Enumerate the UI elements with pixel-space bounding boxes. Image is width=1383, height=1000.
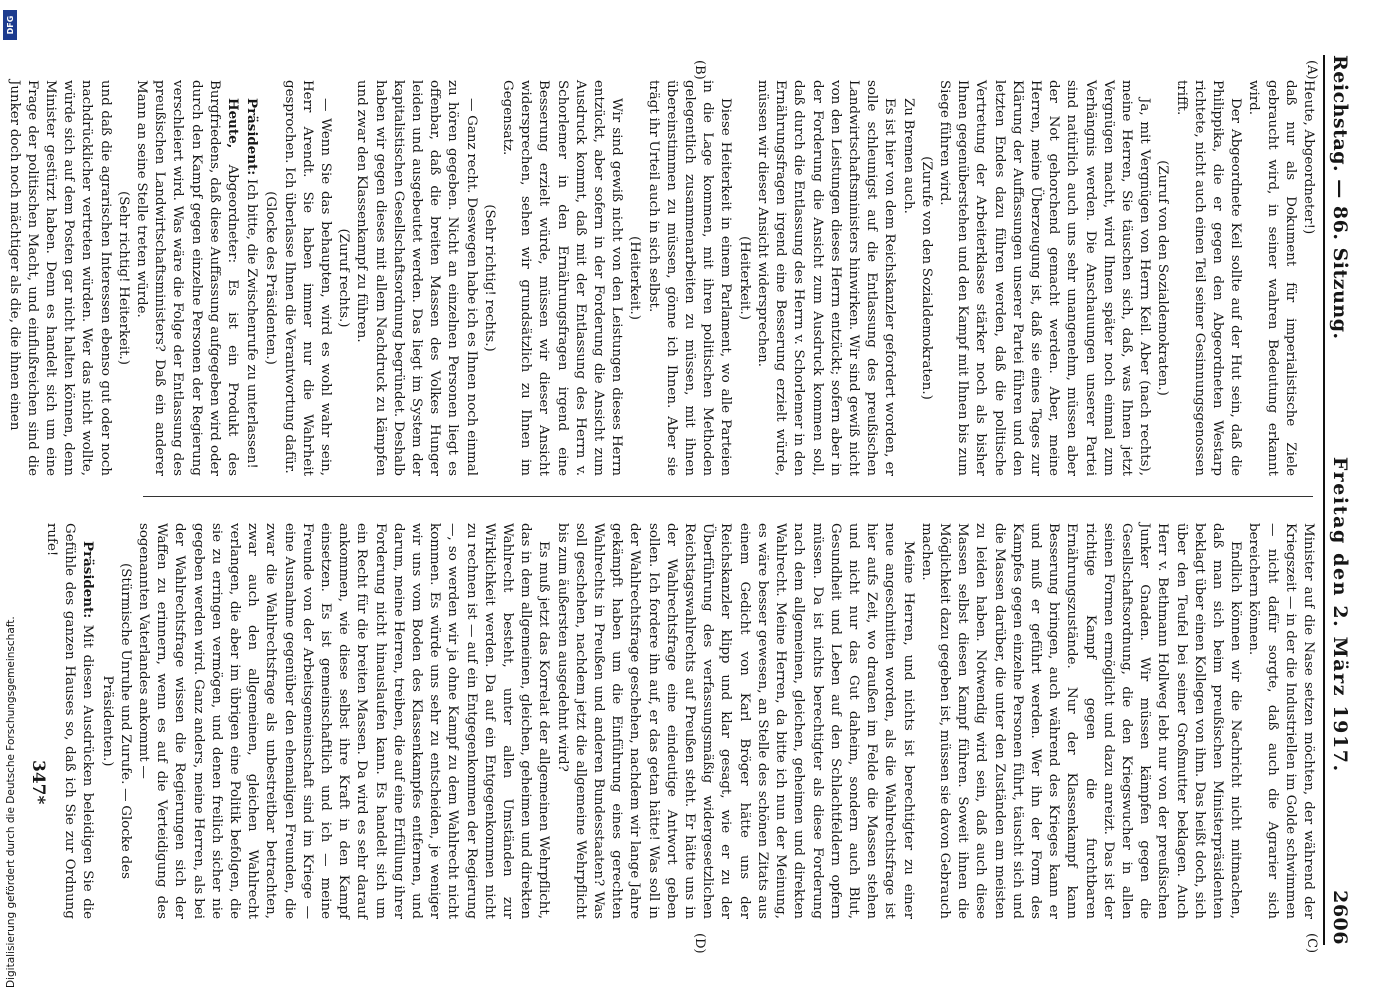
speaker-name: Heute, [225, 98, 242, 149]
page-number: 2606 [1329, 890, 1351, 945]
left-column [4, 80, 1317, 476]
speaker-text: Ich bitte, die Zwischenrufe zu unterlassen! [244, 178, 260, 469]
paragraph: Diese Heiterkeit in einem Parlament, wo alle Parteien in die Lage kommen, mit ihren politischen Methoden gelegentlich zusammenarbeiten zu müssen, mit ihnen übereinstimmen zu müssen, gönne ich Ihnen. Aber sie trägt ihr Urteil auch in sich selbst. [645, 80, 734, 476]
speaker-name: Präsident: [244, 98, 261, 176]
paragraph-continued: und daß die agrarischen Interessen ebenso gut oder noch nachdrücklicher vertreten würden. Wer das nicht wollte, würde sich auf dem Posten gar nicht halten können, denn Minister gestürzt haben. Denn es handelt sich um eine Frage der politischen Macht, und einflußreichen sind die Junker doch noch mächtiger als die, die ihnen einen [6, 80, 113, 476]
paragraph-continued: daß nur als Dokument für imperialistische Ziele gebraucht wird, in seiner wahren Bedeutung erkannt wird. [1246, 80, 1298, 476]
paragraph-continued: Minister auf die Nase setzen möchten, der während der Kriegszeit — in der die Industriellen im Golde schwimmen — nicht dafür sorgte, daß auch die Agrarier sich bereichern können. [1246, 523, 1316, 919]
stage-direction: (Zuruf rechts.) [336, 228, 352, 328]
paragraph: Meine Herren, und nichts ist berechtigter zu einer neue angeschnitten worden, als die Wahlrechtsfrage ist hier aufs Zeit, wo draußen im Felde die Massen stehen und nicht nur das Gut daheim, sondern auch Blut, Gesundheit und Leben auf den Schlachtfeldern opfern müssen. Da ist nichts berechtigter als diese Forderung nach dem allgemeinen, gleichen, geheimen und direkten Wahlrecht. Meine Herren, da bitte ich nun der Meinung, es wäre besser gewesen, an Stelle des schönen Zitats aus einem Gedicht von Karl Bröger hätte uns der Reichskanzler klipp und klar gesagt, wie er zu der Überführung des verfassungsmäßig widergesetzlichen Reichstagswahlrechts auf Preußen steht. Er hätte uns in der Wahlrechtsfrage eine eindeutige Antwort geben sollen. Ich fordere ihn auf, er das getan hätte! Was soll in der Wahlrechtsfrage geschehen, nachdem wir lange Jahre gekämpft haben um die Einführung eines gerechten Wahlrechts in Preußen und anderen Bundesstaaten? Was soll geschehen, nachdem jetzt die allgemeine Wehrpflicht bis zum äußersten ausgedehnt wird? [554, 523, 916, 919]
paragraph: Wir sind gewiß nicht von den Leistungen dieses Herrn entzückt, aber sofern in der Forderung die Ansicht zum Ausdruck kommt, daß mit der Entlassung des Herrn v. Schorlemer in den Ernährungsfragen irgend eine Besserung erzielt würde, müssen wir dieser Ansicht widersprechen, sehen wir grundsätzlich zu Ihnen im Gegensatz. [500, 80, 625, 476]
dfg-logo: DFG [3, 10, 17, 40]
paragraph: Es muß jetzt das Korrelat der allgemeinen Wehrpflicht, das in dem allgemeinen, gleichen, geheimen und direkten Wahlrecht besteht, unter allen Umständen zur Wirklichkeit werden. Da auf ein Entgegenkommen nicht zu rechnen ist — auf ein Entgegenkommen der Regierung —, so werden wir ja ohne Kampf zu dem Wahlrecht nicht kommen. Es würde uns sehr zu entscheiden, je weniger wir uns vom Boden des Klassenkampfes entfernen, und darum, meine Herren, treiben, die auf eine Erfüllung ihrer Forderung nicht hinauslaufen kann. Es handelt sich um ein Recht für die breiten Massen. Da wird es sehr darauf ankommen, wie diese selbst ihre Kraft in den Kampf einsetzen. Es ist gemeinschaftlich und ich — meine Freunde von der Arbeitsgemeinschaft sind im Kriege — eine Ausnahme gegenüber den ehemaligen Freunden, die zwar die Wahlrechtsfrage als unbestreitbar betrachten, zwar auch den allgemeinen, gleichen Wahlrecht verlangen, die aber im übrigen eine Politik befolgen, die sie zu erringen vermögen, und denen freilich sicher nie gegeben werden wird. Ganz anders, meine Herren, als bei der Wahlrechtsfrage wissen die Regierungen sich der Waffen zu erinnern, wenn es auf die Verteidigung des sogenannten Vaterlandes ankommt — [136, 523, 552, 919]
stage-direction: (Stürmische Unruhe und Zurufe. — Glocke des Präsidenten.) [99, 563, 133, 879]
stage-direction: (Glocke des Präsidenten.) [263, 191, 279, 365]
speaker-paragraph [132, 80, 242, 476]
column-divider [143, 496, 1313, 497]
page-header [1329, 55, 1365, 945]
stage-direction: (Sehr richtig! rechts.) [481, 204, 497, 352]
margin-marker-b: (B) [692, 60, 707, 80]
speaker-paragraph [242, 80, 261, 476]
margin-marker-a: (A) [1304, 60, 1319, 80]
paragraph: Ja, mit Vergnügen von Herrn Keil. Aber (nach rechts), meine Herren, Sie täuschen sich, daß, was Ihnen jetzt Vergnügen macht, wird Ihnen später noch einmal zum Verhängnis werden. Die Anschauungen unserer Partei sind natürlich auch uns sehr unangenehm, müssen aber der Not gehorchend gemacht werden. Aber, meine Herren, meine Überzeugung ist, daß sie eines Tages zur Klärung der Auffassungen unserer Partei führen und den letzten Endes dazu führen werden, daß die politische Vertretung der Arbeiterklasse stärker noch als bisher Ihnen gegenüberstehen und den Kampf mit Ihnen bis zum Siege führen wird. [936, 80, 1153, 476]
speaker-text: Abgeordneter: Es ist ein Produkt des Burgfriedens, daß diese Auffassung aufgegeben wird oder durch den Kampf gegen einzelne Personen der Regierung verschleiert wird. Was wäre die Folge der Entlassung des preußischen Landwirtschaftsministers? Daß ein anderer Mann an seine Stelle treten würde. [134, 80, 241, 476]
paragraph: Zu Bremen auch. [900, 98, 916, 214]
stage-direction: (Zurufe von den Sozialdemokraten.) [918, 156, 934, 400]
speaker-text: Mit diesen Ausdrücken beleidigen Sie die Gefühle des ganzen Hauses so, daß ich Sie zur Ordnung rufe! [43, 523, 96, 919]
speaker-paragraph [42, 523, 98, 919]
footer-mark: 347* [28, 760, 48, 805]
header-rule [1323, 55, 1325, 945]
paragraph: — Ganz recht. Deswegen habe ich es Ihnen noch einmal zu hören gegeben. Nicht an einzelnen Personen liegt es offenbar, daß die breiten Massen des Volkes Hunger leiden und ausgebeutet werden. Das liegt im System der kapitalistischen Gesellschaftsordnung begründet. Deshalb haben wir gegen dieses mit allem Nachdruck zu kämpfen und zwar den Klassenkampf zu führen. [354, 80, 479, 476]
stage-direction: (Zuruf von den Sozialdemokraten.) [1155, 160, 1171, 396]
paragraph: — Wenn Sie das behaupten, wird es wohl wahr sein, Herr Arendt. Sie haben immer nur die Wahrheit gesprochen. Ich überlasse Ihnen die Verantwortung dafür. [281, 80, 334, 476]
digitization-credit: Digitalisierung gefördert durch die Deutsche Forschungsgemeinschaft. [5, 616, 17, 988]
margin-marker-d: (D) [692, 933, 707, 954]
paragraph: Es ist hier von dem Reichskanzler gefordert worden, er solle schleunigst auf die Entlassung des preußischen Landwirtschaftsministers hinwirken. Wir sind gewiß nicht von den Leistungen dieses Herrn entzückt; sofern aber in der Forderung die Ansicht zum Ausdruck kommen soll, daß durch die Entlassung des Herrn v. Schorlemer in den Ernährungsfragen irgend eine Besserung erzielt würde, müssen wir dieser Ansicht widersprechen. [754, 80, 898, 476]
paragraph: Endlich können wir die Nachricht nicht mitmachen, daß man sich beim preußischen Ministerpräsidenten beklagt über einen Kollegen von ihm. Das heißt doch, sich über den Teufel bei seiner Großmutter beklagen. Auch Herr v. Bethmann Hollweg lebt nur von der preußischen Junker Gnaden. Wir müssen kämpfen gegen die Gesellschaftsordnung, die den Kriegswucher in allen seinen Formen ermöglicht und dazu anreizt. Das ist der richtige Kampf gegen die furchtbaren Ernährungszustände. Nur der Klassenkampf kann Besserung bringen, auch während des Krieges kann er und muß er geführt werden. Wer ihn der Form des Kampfes gegen einzelne Personen führt, täuscht sich und die Massen darüber, die unter den Zuständen am meisten zu leiden haben. Notwendig wird sein, daß auch diese Massen selbst diesen Kampf führen. Soweit ihnen die Möglichkeit dazu gegeben ist, müssen sie davon Gebrauch machen. [918, 523, 1244, 919]
paragraph: Der Abgeordnete Keil sollte auf der Hut sein, daß die Philippika, die er gegen den Abgeordneten Westarp richtete, nicht auch einen Teil seiner Gesinnungsgenossen trifft. [1173, 80, 1244, 476]
stage-direction: (Heiterkeit.) [736, 236, 752, 320]
stage-direction: (Heiterkeit.) [627, 236, 643, 320]
header-left: Reichstag. — 86. Sitzung. [1329, 55, 1351, 340]
speaker-name: Präsident: [80, 541, 97, 619]
margin-marker-c: (C) [1304, 933, 1319, 954]
right-column [42, 523, 1317, 919]
paragraph-continued: Heute, Abgeordneter!) [1301, 80, 1316, 235]
header-date: Freitag den 2. März 1917. [1329, 456, 1351, 773]
stage-direction: (Sehr richtig! Heiterkeit.) [115, 190, 131, 366]
